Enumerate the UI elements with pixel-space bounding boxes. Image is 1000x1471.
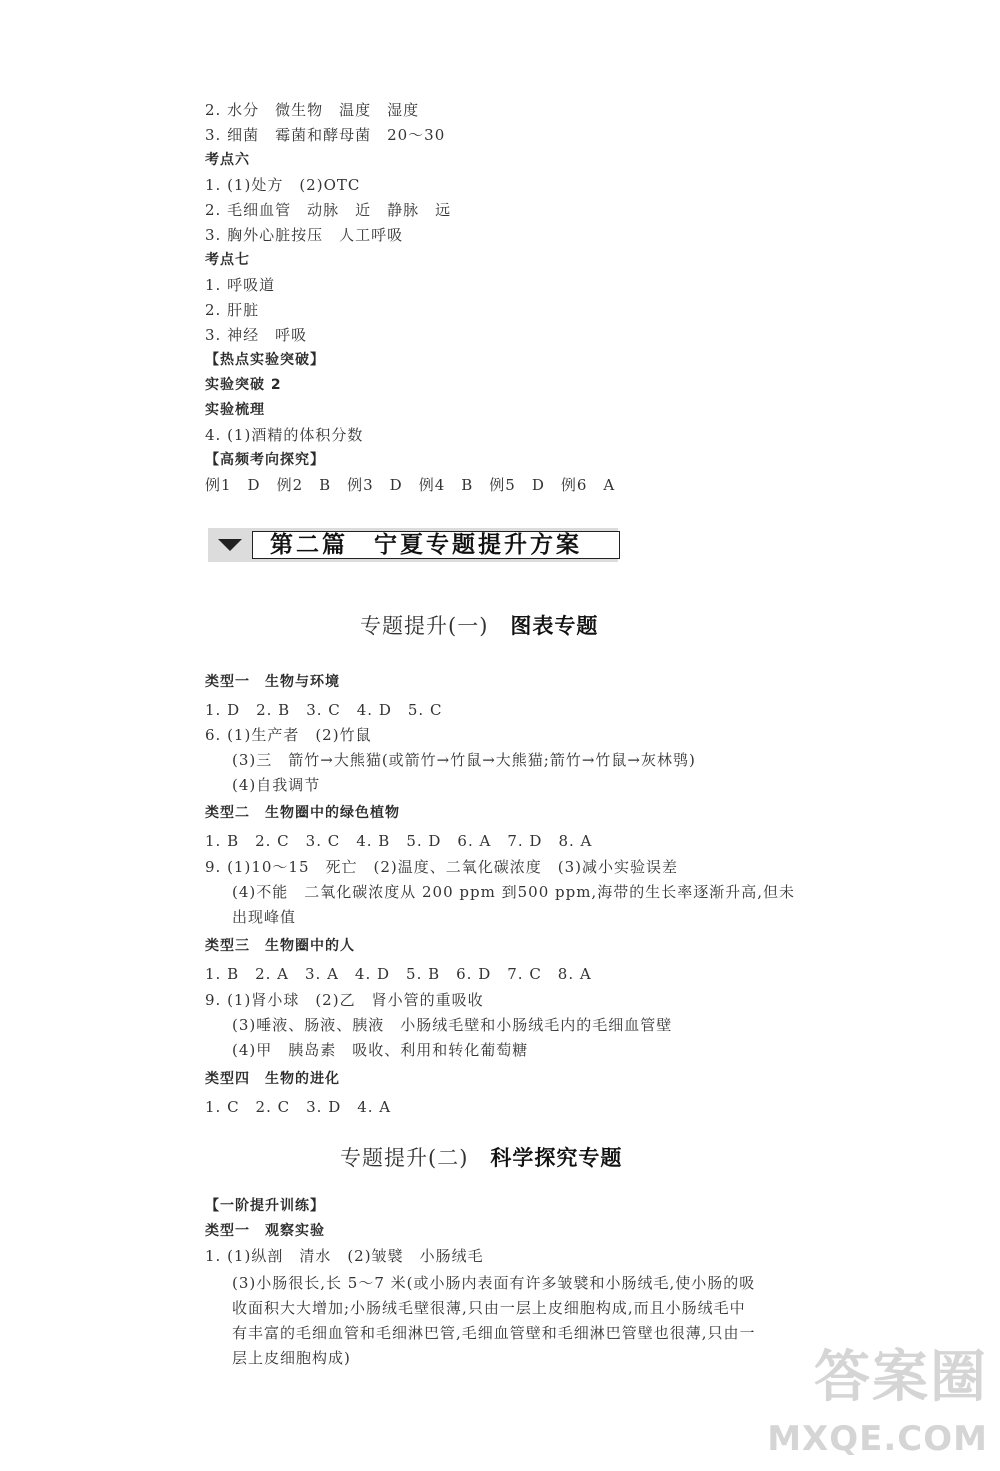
answer-line: 4. (1)酒精的体积分数: [205, 426, 364, 444]
watermark-logo: [688, 1343, 988, 1463]
answer-line: 2. 毛细血管 动脉 近 静脉 远: [205, 201, 452, 219]
answer-line: 2. 肝脏: [205, 301, 260, 319]
down-arrow-icon: [218, 539, 242, 551]
answer-line: 1. (1)纵剖 清水 (2)皱襞 小肠绒毛: [205, 1247, 484, 1265]
topic-title: [340, 1144, 622, 1172]
section-heading: 【高频考向探究】: [205, 452, 325, 468]
section-heading: 类型一 生物与环境: [205, 674, 340, 690]
answer-line: 9. (1)肾小球 (2)乙 肾小管的重吸收: [205, 991, 484, 1009]
topic-name: 图表专题: [510, 614, 599, 638]
answer-line: 1. B 2. A 3. A 4. D 5. B 6. D 7. C 8. A: [205, 965, 592, 983]
answer-line: 2. 水分 微生物 温度 湿度: [205, 101, 420, 119]
answer-line: 3. 神经 呼吸: [205, 326, 308, 344]
answer-line: 1. 呼吸道: [205, 276, 276, 294]
section-heading: 类型一 观察实验: [205, 1223, 325, 1239]
section-heading: 类型二 生物圈中的绿色植物: [205, 805, 400, 821]
answer-line: 收面积大大增加;小肠绒毛壁很薄,只由一层上皮细胞构成,而且小肠绒毛中: [232, 1299, 746, 1317]
topic-prefix: 专题提升(一): [360, 614, 489, 638]
topic-name: 科学探究专题: [490, 1146, 623, 1170]
answer-line: 9. (1)10～15 死亡 (2)温度、二氧化碳浓度 (3)减小实验误差: [205, 858, 678, 876]
answer-line: (3)唾液、肠液、胰液 小肠绒毛壁和小肠绒毛内的毛细血管壁: [232, 1016, 673, 1034]
section-heading: 类型四 生物的进化: [205, 1071, 340, 1087]
section-heading: 类型三 生物圈中的人: [205, 938, 355, 954]
part-banner: [208, 528, 618, 562]
answer-line: (3)小肠很长,长 5～7 米(或小肠内表面有许多皱襞和小肠绒毛,使小肠的吸: [232, 1274, 756, 1292]
answer-line: 1. (1)处方 (2)OTC: [205, 176, 361, 194]
topic-prefix: 专题提升(二): [340, 1146, 469, 1170]
part-title: 第二篇 宁夏专题提升方案: [270, 532, 582, 558]
section-heading: 【热点实验突破】: [205, 352, 325, 368]
answer-line: (3)三 箭竹→大熊猫(或箭竹→竹鼠→大熊猫;箭竹→竹鼠→灰林鸮): [232, 751, 696, 769]
answer-line: 6. (1)生产者 (2)竹鼠: [205, 726, 372, 744]
section-heading: 实验梳理: [205, 402, 265, 418]
answer-line: 有丰富的毛细血管和毛细淋巴管,毛细血管壁和毛细淋巴管壁也很薄,只由一: [232, 1324, 756, 1342]
answer-line: (4)不能 二氧化碳浓度从 200 ppm 到500 ppm,海带的生长率逐渐升高,但未: [232, 883, 795, 901]
answer-line: 3. 细菌 霉菌和酵母菌 20～30: [205, 126, 446, 144]
section-heading: 考点六: [205, 152, 250, 168]
section-heading: 实验突破 2: [205, 377, 282, 393]
answer-line: 出现峰值: [232, 908, 297, 926]
answer-line: (4)自我调节: [232, 776, 321, 794]
answer-line: 例1 D 例2 B 例3 D 例4 B 例5 D 例6 A: [205, 476, 616, 494]
watermark-url: MXQE.COM: [767, 1419, 988, 1459]
answer-line: 3. 胸外心脏按压 人工呼吸: [205, 226, 404, 244]
answer-line: 1. B 2. C 3. C 4. B 5. D 6. A 7. D 8. A: [205, 832, 593, 850]
answer-line: 层上皮细胞构成): [232, 1349, 351, 1367]
topic-title: [360, 612, 598, 640]
answer-line: 1. D 2. B 3. C 4. D 5. C: [205, 701, 443, 719]
section-heading: 考点七: [205, 252, 250, 268]
section-heading: 【一阶提升训练】: [205, 1198, 325, 1214]
watermark-text: 答案圈: [814, 1345, 988, 1410]
answer-line: 1. C 2. C 3. D 4. A: [205, 1098, 392, 1116]
answer-line: (4)甲 胰岛素 吸收、利用和转化葡萄糖: [232, 1041, 529, 1059]
